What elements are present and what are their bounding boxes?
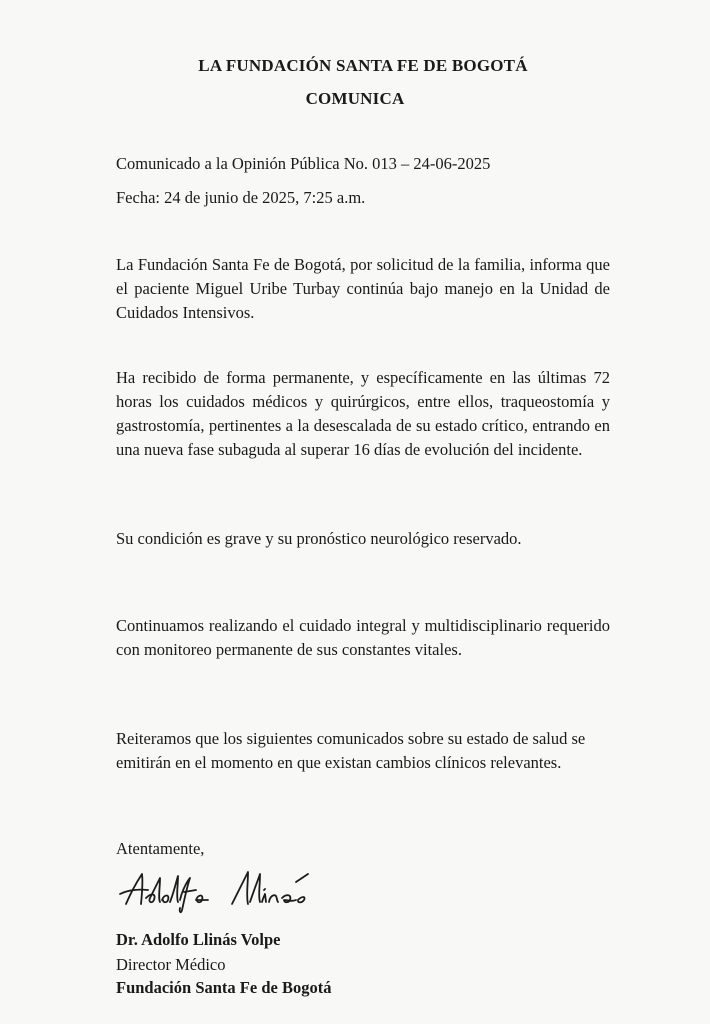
handwritten-signature (112, 860, 342, 916)
paragraph-4: Continuamos realizando el cuidado integral y multidisciplinario requerido con monitoreo permanente de sus constantes vitales. (116, 616, 610, 659)
document-subheading: COMUNICA (305, 89, 405, 108)
document-heading: LA FUNDACIÓN SANTA FE DE BOGOTÁ (198, 56, 528, 75)
reference-line: Comunicado a la Opinión Pública No. 013 – 24-06-2025 (116, 154, 491, 173)
paragraph-1: La Fundación Santa Fe de Bogotá, por solicitud de la familia, informa que el paciente Miguel Uribe Turbay continúa bajo manejo en la Unidad de Cuidados Intensivos. (116, 255, 610, 322)
paragraph-3: Su condición es grave y su pronóstico neurológico reservado. (116, 529, 522, 548)
closing-salutation: Atentamente, (116, 839, 205, 858)
paragraph-2: Ha recibido de forma permanente, y específicamente en las últimas 72 horas los cuidados médicos y quirúrgicos, entre ellos, traqueostomía y gastrostomía, pertinentes a la desescalada de su estado crítico, entrando en una nueva fase subaguda al superar 16 días de evolución del incidente. (116, 368, 610, 459)
signer-organization: Fundación Santa Fe de Bogotá (116, 978, 332, 997)
date-line: Fecha: 24 de junio de 2025, 7:25 a.m. (116, 188, 366, 207)
signer-name: Dr. Adolfo Llinás Volpe (116, 930, 281, 949)
signer-title: Director Médico (116, 955, 226, 974)
paragraph-5: Reiteramos que los siguientes comunicados sobre su estado de salud se emitirán en el momento en que existan cambios clínicos relevantes. (116, 729, 586, 772)
